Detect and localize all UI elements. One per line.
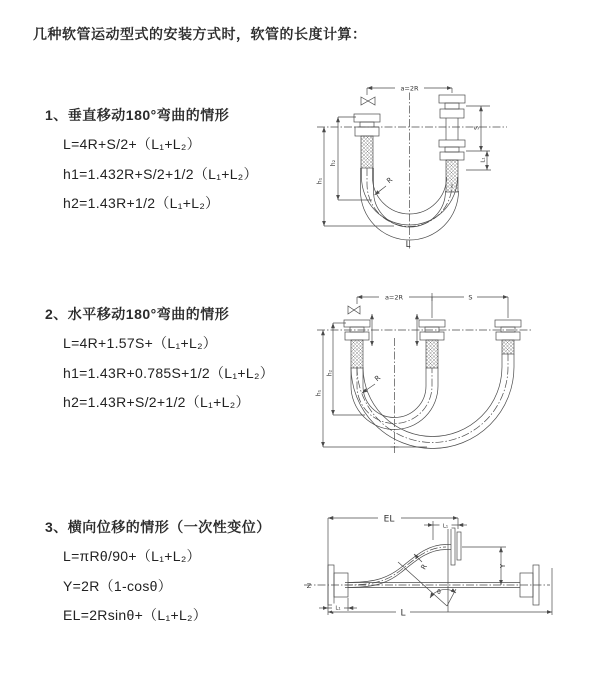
dim-label-h1: h₁ (315, 389, 323, 397)
dim-label-radius: R (385, 175, 395, 186)
section-1-heading: 1、垂直移动180°弯曲的情形 (45, 107, 230, 123)
formula-length: L=πRθ/90+（L₁+L₂） (63, 548, 201, 564)
diagram-vertical-bend (315, 78, 530, 258)
valve-icon (361, 97, 375, 105)
valve-icon (348, 306, 360, 314)
dim-label-a2r: a=2R (384, 293, 404, 302)
dim-label-theta: θ (437, 589, 441, 596)
dim-label-s: S (468, 293, 473, 302)
section-horizontal-bend (45, 304, 274, 418)
page-title: 几种软管运动型式的安装方式时，软管的长度计算： (33, 26, 367, 42)
formula-length: L=4R+1.57S+（L₁+L₂） (63, 335, 218, 351)
dim-label-l1: L₁ (480, 157, 487, 163)
formula-h1: h1=1.432R+S/2+1/2（L₁+L₂） (63, 165, 258, 182)
dim-label-l1-top: L₁ (442, 523, 449, 530)
dim-label-h1: h₁ (316, 177, 324, 185)
dim-label-s: S (473, 126, 481, 130)
formula-length: L=4R+S/2+（L₁+L₂） (63, 136, 201, 152)
formula-h1: h1=1.43R+0.785S+1/2（L₁+L₂） (63, 364, 274, 381)
dim-label-radius: R (373, 373, 383, 384)
section-2-heading: 2、水平移动180°弯曲的情形 (45, 306, 230, 322)
dim-label-l1-bottom: L₁ (335, 605, 341, 612)
dim-label-a2r: a=2R (400, 84, 419, 93)
formula-el: EL=2Rsinθ+（L₁+L₂） (63, 607, 208, 623)
dim-label-el: EL (383, 514, 395, 525)
diagram-horizontal-bend (315, 283, 540, 463)
dim-label-length: L (400, 608, 406, 619)
dim-label-h2: h₂ (326, 369, 334, 377)
formula-h2: h2=1.43R+1/2（L₁+L₂） (63, 195, 220, 211)
dim-label-length: L (405, 240, 411, 250)
flange-displaced (451, 528, 455, 565)
braid-middle (426, 340, 438, 368)
dim-label-h2: h₂ (330, 159, 337, 167)
formula-y: Y=2R（1-cosθ） (63, 577, 173, 594)
dim-label-radius: R (419, 562, 429, 572)
braid-left (361, 136, 373, 168)
diagram-lateral-displacement (300, 498, 590, 623)
section-lateral-displacement (45, 517, 271, 631)
dim-label-y: Y (499, 563, 507, 569)
axis-mark-z: Z (306, 582, 312, 590)
braid-right (502, 340, 514, 354)
formula-h2: h2=1.43R+S/2+1/2（L₁+L₂） (63, 394, 250, 410)
section-vertical-bend (45, 105, 258, 219)
section-3-heading: 3、横向位移的情形（一次性变位） (45, 519, 271, 535)
braid-left (351, 340, 363, 368)
